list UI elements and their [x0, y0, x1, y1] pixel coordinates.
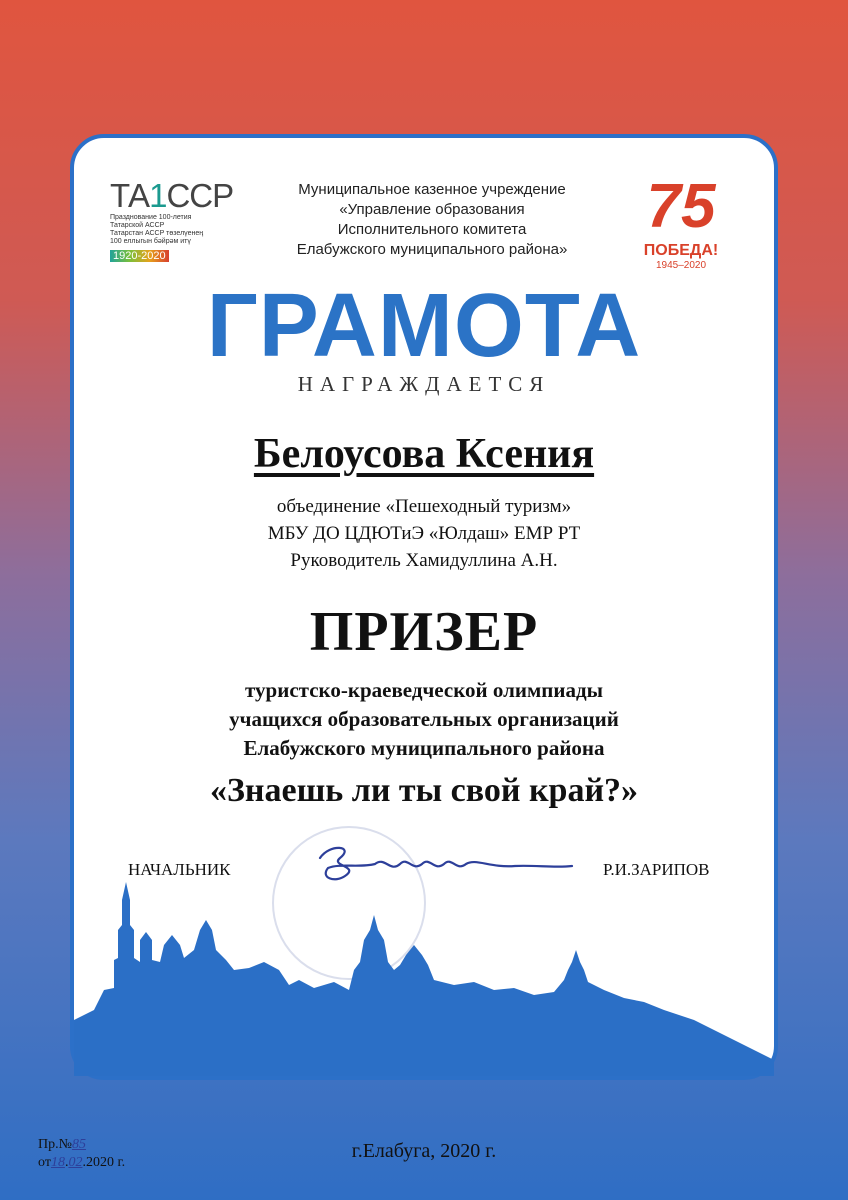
tassr-logo-title-a: ТА [110, 177, 150, 214]
organization-line2: «Управление образования [339, 201, 525, 218]
from-year: 2020 г. [85, 1155, 126, 1170]
order-label: Пр.№ [38, 1137, 72, 1152]
from-day: 18 [50, 1155, 65, 1170]
pobeda-years: 1945–2020 [655, 260, 707, 271]
tassr-100-logo [110, 178, 245, 268]
organization-header [252, 180, 612, 260]
recipient-details [0, 493, 848, 574]
tassr-logo-title-b: ССР [166, 177, 234, 214]
event-slogan: «Знаешь ли ты свой край?» [209, 772, 639, 809]
tassr-logo-years: 1920-2020 [110, 250, 169, 262]
tassr-logo-line3: Татарстан АССР төзелүенең [110, 230, 204, 237]
details-line2: МБУ ДО ЦДЮТиЭ «Юлдаш» ЕМР РТ [267, 523, 581, 544]
pobeda-number: 75 [646, 172, 716, 241]
organization-line4: Елабужского муниципального района» [296, 241, 568, 258]
place-and-date: г.Елабуга, 2020 г. [351, 1140, 497, 1162]
city-skyline-silhouette [74, 870, 774, 1076]
details-line3: Руководитель Хамидуллина А.Н. [290, 550, 558, 571]
registration-number: Пр.№85 от18.02.2020 г. [38, 1137, 126, 1170]
signature-name: Р.И.ЗАРИПОВ [603, 860, 710, 879]
tassr-logo-line1: Празднование 100-летия [110, 214, 192, 221]
event-line1: туристско-краеведческой олимпиады [245, 678, 603, 702]
pobeda-word: ПОБЕДА! [643, 242, 719, 259]
awarded-label: НАГРАЖДАЕТСЯ [297, 372, 551, 396]
pobeda-75-logo [636, 172, 726, 282]
from-label: от [38, 1155, 51, 1170]
certificate-title: ГРАМОТА [206, 276, 642, 376]
award-title: ПРИЗЕР [309, 601, 539, 663]
tassr-logo-line4: 100 еллыгын бәйрәм итү [110, 238, 191, 245]
details-line1: объединение «Пешеходный туризм» [276, 496, 572, 517]
organization-line1: Муниципальное казенное учреждение [298, 181, 566, 198]
signature-role: НАЧАЛЬНИК [128, 860, 231, 879]
event-line3: Елабужского муниципального района [243, 736, 605, 760]
from-month: 02 [68, 1155, 83, 1170]
order-number: 85 [71, 1137, 86, 1152]
event-description [0, 676, 848, 763]
organization-line3: Исполнительного комитета [337, 221, 527, 238]
recipient-name: Белоусова Ксения [253, 431, 595, 477]
tassr-logo-line2: Татарской АССР [110, 222, 165, 229]
tassr-logo-title-one: 1 [149, 177, 167, 214]
event-line2: учащихся образовательных организаций [229, 707, 619, 731]
